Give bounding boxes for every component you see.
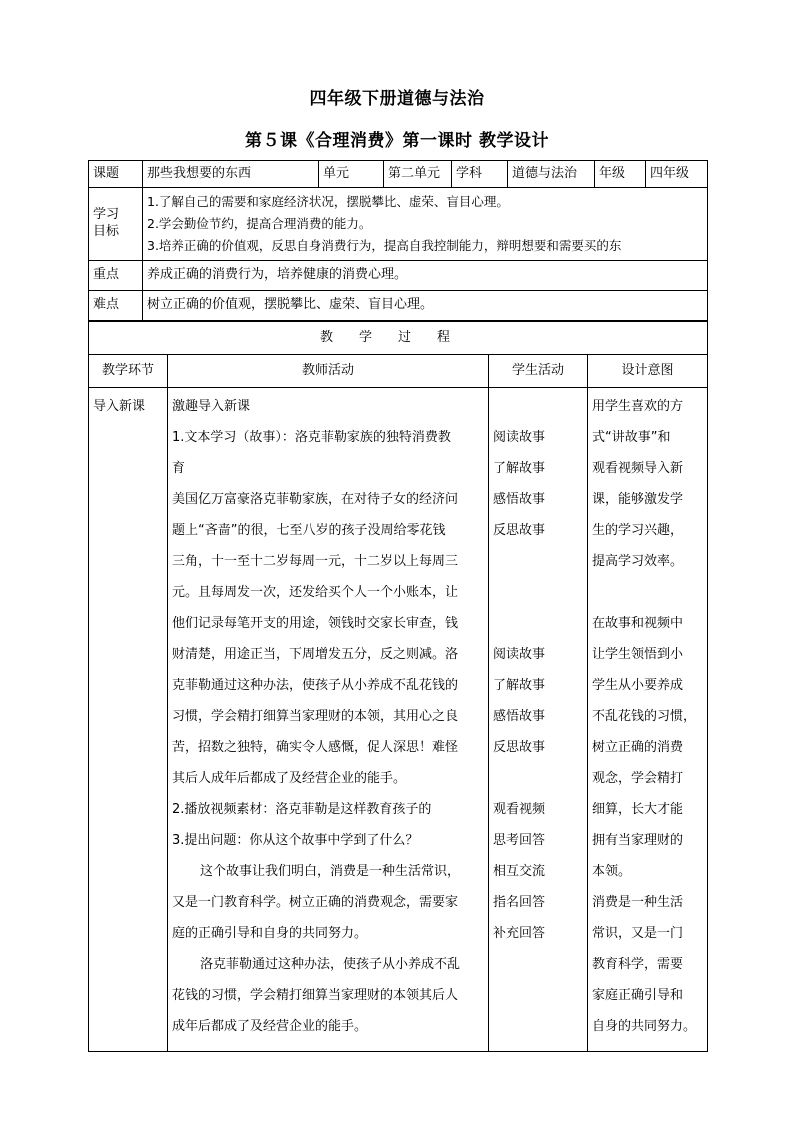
design-intent-line: 让学生领悟到小	[592, 647, 684, 662]
teacher-activity-line: 育	[172, 461, 186, 476]
design-intent-line: 消费是一种生活	[592, 895, 684, 910]
goals-label	[89, 188, 143, 261]
difficulty-row	[89, 291, 708, 321]
key-row	[89, 261, 708, 291]
teacher-activity-line: 又是一门教育科学。树立正确的消费观念，需要家	[172, 895, 459, 910]
student-activity-line	[493, 546, 587, 577]
document-title: 四年级下册道德与法治	[309, 89, 485, 109]
student-activity-line: 感悟故事	[493, 492, 546, 507]
design-intent-line: 自身的共同努力。	[592, 1019, 697, 1034]
goal-item: 3.培养正确的价值观，反思自身消费行为，提高自我控制能力，辩明想要和需要买的东	[147, 238, 622, 253]
teacher-activity-line: 三角，十一至十二岁每周一元，十二岁以上每周三	[172, 554, 459, 569]
teacher-activity-line: 3.提出问题：你从这个故事中学到了什么？	[172, 833, 419, 848]
design-intent-line: 树立正确的消费	[592, 740, 684, 755]
student-activity-line: 思考回答	[493, 833, 546, 848]
goals-label-line: 学习	[93, 207, 120, 223]
teacher-activity-line: 花钱的习惯，学会精打细算当家理财的本领其后人	[172, 988, 459, 1003]
grade-label: 年级	[595, 161, 646, 188]
teacher-activity-line: 激趣导入新课	[172, 399, 251, 414]
student-activity-line: 反思故事	[493, 523, 546, 538]
goal-item: 1.了解自己的需要和家庭经济状况，摆脱攀比、虚荣、盲目心理。	[147, 194, 509, 209]
process-title-row	[89, 322, 708, 355]
student-activity-line: 了解故事	[493, 461, 546, 476]
design-intent-line: 在故事和视频中	[592, 616, 684, 631]
student-activity-line: 阅读故事	[493, 647, 546, 662]
student-activity-line	[493, 577, 587, 608]
grade-value: 四年级	[646, 161, 708, 188]
student-activity-line: 了解故事	[493, 678, 546, 693]
teacher-activity-line: 习惯，学会精打细算当家理财的本领，其用心之良	[172, 709, 459, 724]
col-stage-header: 教学环节	[89, 355, 168, 388]
design-intent-line: 本领。	[592, 864, 632, 879]
unit-value: 第二单元	[384, 161, 452, 188]
student-activity-line: 反思故事	[493, 740, 546, 755]
teacher-activity-line: 这个故事让我们明白，消费是一种生活常识，	[200, 864, 461, 879]
col-student-header: 学生活动	[489, 355, 588, 388]
subject-label: 学科	[452, 161, 508, 188]
lesson-value: 那些我想要的东西	[143, 161, 319, 188]
key-label: 重点	[89, 261, 143, 291]
student-activity-line: 相互交流	[493, 864, 546, 879]
key-value: 养成正确的消费行为，培养健康的消费心理。	[143, 261, 708, 291]
teaching-process-table	[88, 321, 708, 1052]
subject-value: 道德与法治	[508, 161, 595, 188]
col-design-header: 设计意图	[588, 355, 708, 388]
design-intent-line: 教育科学，需要	[592, 957, 684, 972]
student-activity-line	[493, 391, 587, 422]
teacher-activity-line: 其后人成年后都成了及经营企业的能手。	[172, 771, 407, 786]
teacher-activity-line: 洛克菲勒通过这种办法，使孩子从小养成不乱	[200, 957, 461, 972]
teacher-activity-line: 克菲勒通过这种办法，使孩子从小养成不乱花钱的	[172, 678, 459, 693]
teacher-activity-cell	[168, 388, 489, 1052]
design-intent-line: 细算，长大才能	[592, 802, 684, 817]
stage-label: 导入新课	[93, 399, 146, 414]
design-intent-line: 观念，学会精打	[592, 771, 684, 786]
design-intent-line: 家庭正确引导和	[592, 988, 684, 1003]
goals-content	[143, 188, 708, 261]
design-intent-line: 提高学习效率。	[592, 554, 684, 569]
teacher-activity-line: 元。且每周发一次，还发给买个人一个小账本，让	[172, 585, 459, 600]
goal-item: 2.学会勤俭节约，提高合理消费的能力。	[147, 216, 372, 231]
teacher-activity-line: 苦，招数之独特，确实令人感慨，促人深思！难怪	[172, 740, 459, 755]
design-intent-line: 用学生喜欢的方	[592, 399, 684, 414]
difficulty-label: 难点	[89, 291, 143, 321]
teacher-activity-line: 1.文本学习（故事）：洛克菲勒家族的独特消费教	[172, 430, 451, 445]
document-subtitle: 第５课《合理消费》第一课时 教学设计	[245, 131, 549, 151]
design-intent-line: 式“讲故事”和	[592, 430, 671, 445]
design-intent-line: 常识，又是一门	[592, 926, 684, 941]
design-intent-cell	[588, 388, 708, 1052]
col-teacher-header: 教师活动	[168, 355, 489, 388]
lesson-label: 课题	[89, 161, 143, 188]
student-activity-line: 观看视频	[493, 802, 546, 817]
design-intent-line: 生的学习兴趣，	[592, 523, 684, 538]
stage-cell	[89, 388, 168, 1052]
process-header-row	[89, 355, 708, 388]
teacher-activity-line: 题上“吝啬”的很，七至八岁的孩子没周给零花钱	[172, 523, 446, 538]
goals-row	[89, 188, 708, 261]
lesson-row	[89, 161, 708, 188]
student-activity-line	[493, 763, 587, 794]
design-intent-line: 不乱花钱的习惯，	[592, 709, 697, 724]
teacher-activity-line: 他们记录每笔开支的用途，领钱时交家长审查，钱	[172, 616, 459, 631]
student-activity-cell	[489, 388, 588, 1052]
unit-label: 单元	[319, 161, 384, 188]
teacher-activity-line: 成年后都成了及经营企业的能手。	[172, 1019, 368, 1034]
student-activity-line	[493, 608, 587, 639]
student-activity-line: 补充回答	[493, 926, 546, 941]
lesson-info-table	[88, 160, 708, 321]
difficulty-value: 树立正确的价值观，摆脱攀比、虚荣、盲目心理。	[143, 291, 708, 321]
design-intent-line: 观看视频导入新	[592, 461, 684, 476]
design-intent-line	[592, 577, 707, 608]
teacher-activity-line: 美国亿万富豪洛克菲勒家族，在对待子女的经济问	[172, 492, 459, 507]
design-intent-line: 课，能够激发学	[592, 492, 684, 507]
teacher-activity-line: 庭的正确引导和自身的共同努力。	[172, 926, 368, 941]
teacher-activity-line: 财清楚，用途正当，下周增发五分，反之则减。洛	[172, 647, 459, 662]
process-title: 教学过程	[89, 322, 708, 355]
student-activity-line: 感悟故事	[493, 709, 546, 724]
student-activity-line: 阅读故事	[493, 430, 546, 445]
design-intent-line: 学生从小要养成	[592, 678, 684, 693]
design-intent-line: 拥有当家理财的	[592, 833, 684, 848]
process-body-row	[89, 388, 708, 1052]
goals-label-line: 目标	[93, 224, 120, 239]
student-activity-line: 指名回答	[493, 895, 546, 910]
teacher-activity-line: 2.播放视频素材：洛克菲勒是这样教育孩子的	[172, 802, 432, 817]
